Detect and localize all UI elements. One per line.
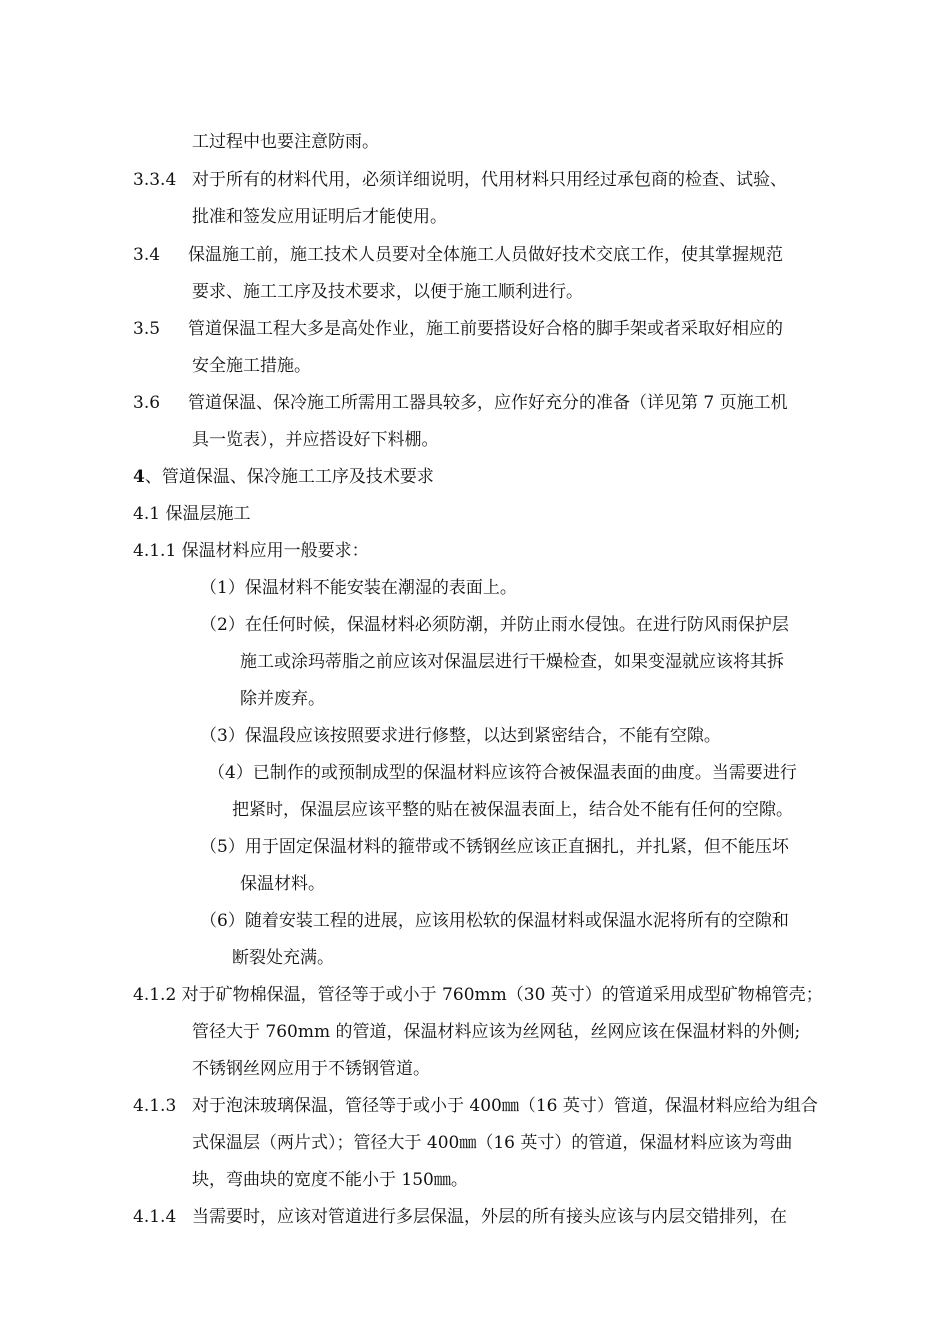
paragraph-line: 安全施工措施。: [192, 356, 311, 376]
paragraph-line: 对于所有的材料代用，必须详细说明，代用材料只用经过承包商的检查、试验、: [192, 170, 787, 190]
heading-number: 4: [133, 467, 145, 487]
list-item: （4）已制作的或预制成型的保温材料应该符合被保温表面的曲度。当需要进行: [208, 763, 797, 783]
list-item-line: 保温材料。: [240, 874, 325, 894]
list-item-line: 除并废弃。: [240, 689, 325, 709]
list-item: （6）随着安装工程的进展，应该用松软的保温材料或保温水泥将所有的空隙和: [200, 911, 789, 931]
section-number: 3.5: [133, 319, 161, 339]
paragraph-line: 当需要时，应该对管道进行多层保温，外层的所有接头应该与内层交错排列，在: [192, 1207, 787, 1227]
heading-text: 、管道保温、保冷施工工序及技术要求: [144, 467, 434, 487]
list-item-line: 断裂处充满。: [232, 948, 334, 968]
paragraph-line: 4.1.2 对于矿物棉保温，管径等于或小于 760mm（30 英寸）的管道采用成型矿物棉管壳；: [133, 985, 823, 1005]
subsection-heading: 4.1.1 保温材料应用一般要求：: [133, 541, 369, 561]
list-item-line: 施工或涂玛蒂脂之前应该对保温层进行干燥检查，如果变湿就应该将其拆: [240, 652, 784, 672]
paragraph-line: 工过程中也要注意防雨。: [192, 132, 379, 152]
paragraph-line: 管径大于 760mm 的管道，保温材料应该为丝网毡，丝网应该在保温材料的外侧;: [192, 1022, 801, 1042]
section-heading: [133, 467, 434, 487]
list-item: （2）在任何时候，保温材料必须防潮，并防止雨水侵蚀。在进行防风雨保护层: [200, 615, 789, 635]
section-number: 4.1.4: [133, 1207, 177, 1227]
list-item-line: 把紧时，保温层应该平整的贴在被保温表面上，结合处不能有任何的空隙。: [232, 800, 793, 820]
paragraph-line: 不锈钢丝网应用于不锈钢管道。: [192, 1059, 430, 1079]
paragraph-line: 保温施工前，施工技术人员要对全体施工人员做好技术交底工作，使其掌握规范: [188, 245, 783, 265]
paragraph-line: 管道保温、保冷施工所需用工器具较多，应作好充分的准备（详见第 7 页施工机: [188, 393, 788, 413]
section-number: 4.1.3: [133, 1096, 177, 1116]
paragraph-line: 批准和签发应用证明后才能使用。: [192, 207, 447, 227]
paragraph-line: 式保温层（两片式）；管径大于 400㎜（16 英寸）的管道，保温材料应该为弯曲: [192, 1133, 793, 1153]
paragraph-line: 具一览表），并应搭设好下料棚。: [192, 430, 439, 450]
list-item: （3）保温段应该按照要求进行修整，以达到紧密结合，不能有空隙。: [200, 726, 721, 746]
list-item: （1）保温材料不能安装在潮湿的表面上。: [200, 578, 517, 598]
list-item: （5）用于固定保温材料的箍带或不锈钢丝应该正直捆扎，并扎紧，但不能压坏: [200, 837, 789, 857]
paragraph-line: 要求、施工工序及技术要求，以便于施工顺利进行。: [192, 282, 583, 302]
subsection-heading: 4.1 保温层施工: [133, 504, 251, 524]
paragraph-line: 管道保温工程大多是高处作业，施工前要搭设好合格的脚手架或者采取好相应的: [188, 319, 783, 339]
section-number: 3.3.4: [133, 170, 177, 190]
section-number: 3.4: [133, 245, 161, 265]
paragraph-line: 对于泡沫玻璃保温，管径等于或小于 400㎜（16 英寸）管道，保温材料应给为组合: [192, 1096, 818, 1116]
section-number: 3.6: [133, 393, 161, 413]
paragraph-line: 块，弯曲块的宽度不能小于 150㎜。: [192, 1170, 468, 1190]
